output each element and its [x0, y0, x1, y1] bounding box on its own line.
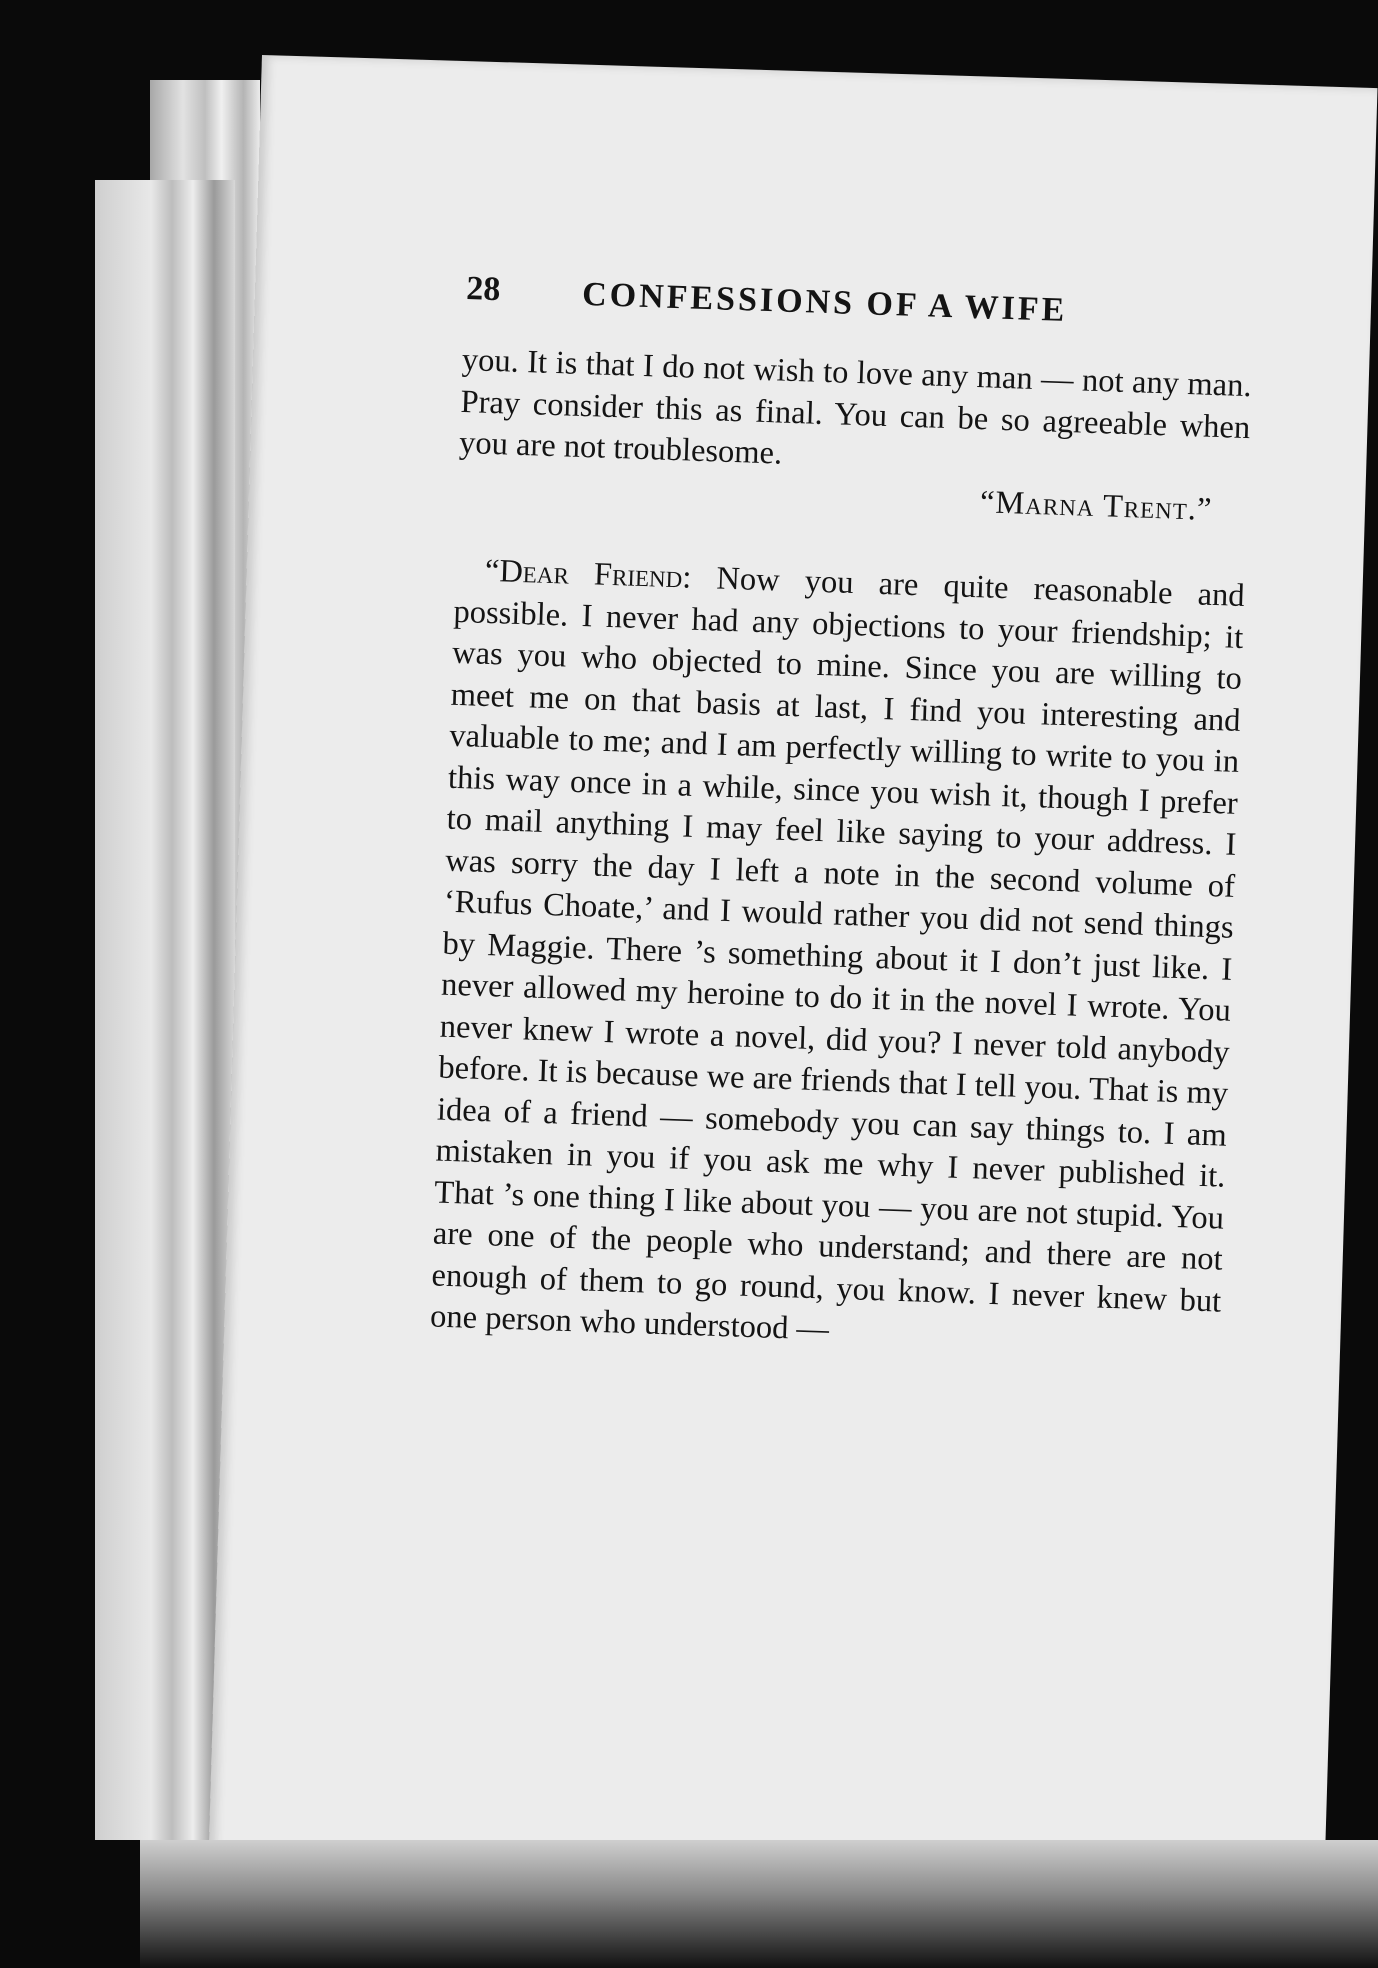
page-text-block	[370, 268, 1260, 1364]
running-title: CONFESSIONS OF A WIFE	[581, 275, 1068, 329]
letter-two-text: Now you are quite reasonable and possible. I never had any objections to your friendship; it was you who objected to mine. Since you are willing to meet me on that basis at last, I find you interesting and valuable to me; and I am perfectly willing to write to you in this way once in a while, since you wish it, though I prefer to mail anything I may feel like saying to your address. I was sorry the day I left a note in the second volume of ‘Rufus Choate,’ and I would rather you did not send things by Maggie. There ’s something about it I don’t just like. I never allowed my heroine to do it in the novel I wrote. You never knew I wrote a novel, did you? I never told anybody before. It is because we are friends that I tell you. That is my idea of a friend — somebody you can say things to. I am mistaken in you if you ask me why I never published it. That ’s one thing I like about you — you are not stupid. You are one of the people who understand; and there are not enough of them to go round, you know. I never knew but one person who understood —	[429, 560, 1246, 1348]
page-edges-front	[95, 180, 235, 1840]
letter-one-text: you. It is that I do not wish to love any man — not any man. Pray consider this as final. You can be so agreeable when you are not troublesome.	[458, 341, 1253, 472]
letter-two-salutation: “Dear Friend:	[484, 552, 692, 596]
letter-two-paragraph	[430, 550, 1246, 1364]
page-bottom-edge	[140, 1840, 1378, 1968]
letter-one-signature: “Marna Trent.”	[979, 483, 1214, 528]
body-text	[370, 338, 1253, 1364]
page-number: 28	[465, 270, 501, 309]
